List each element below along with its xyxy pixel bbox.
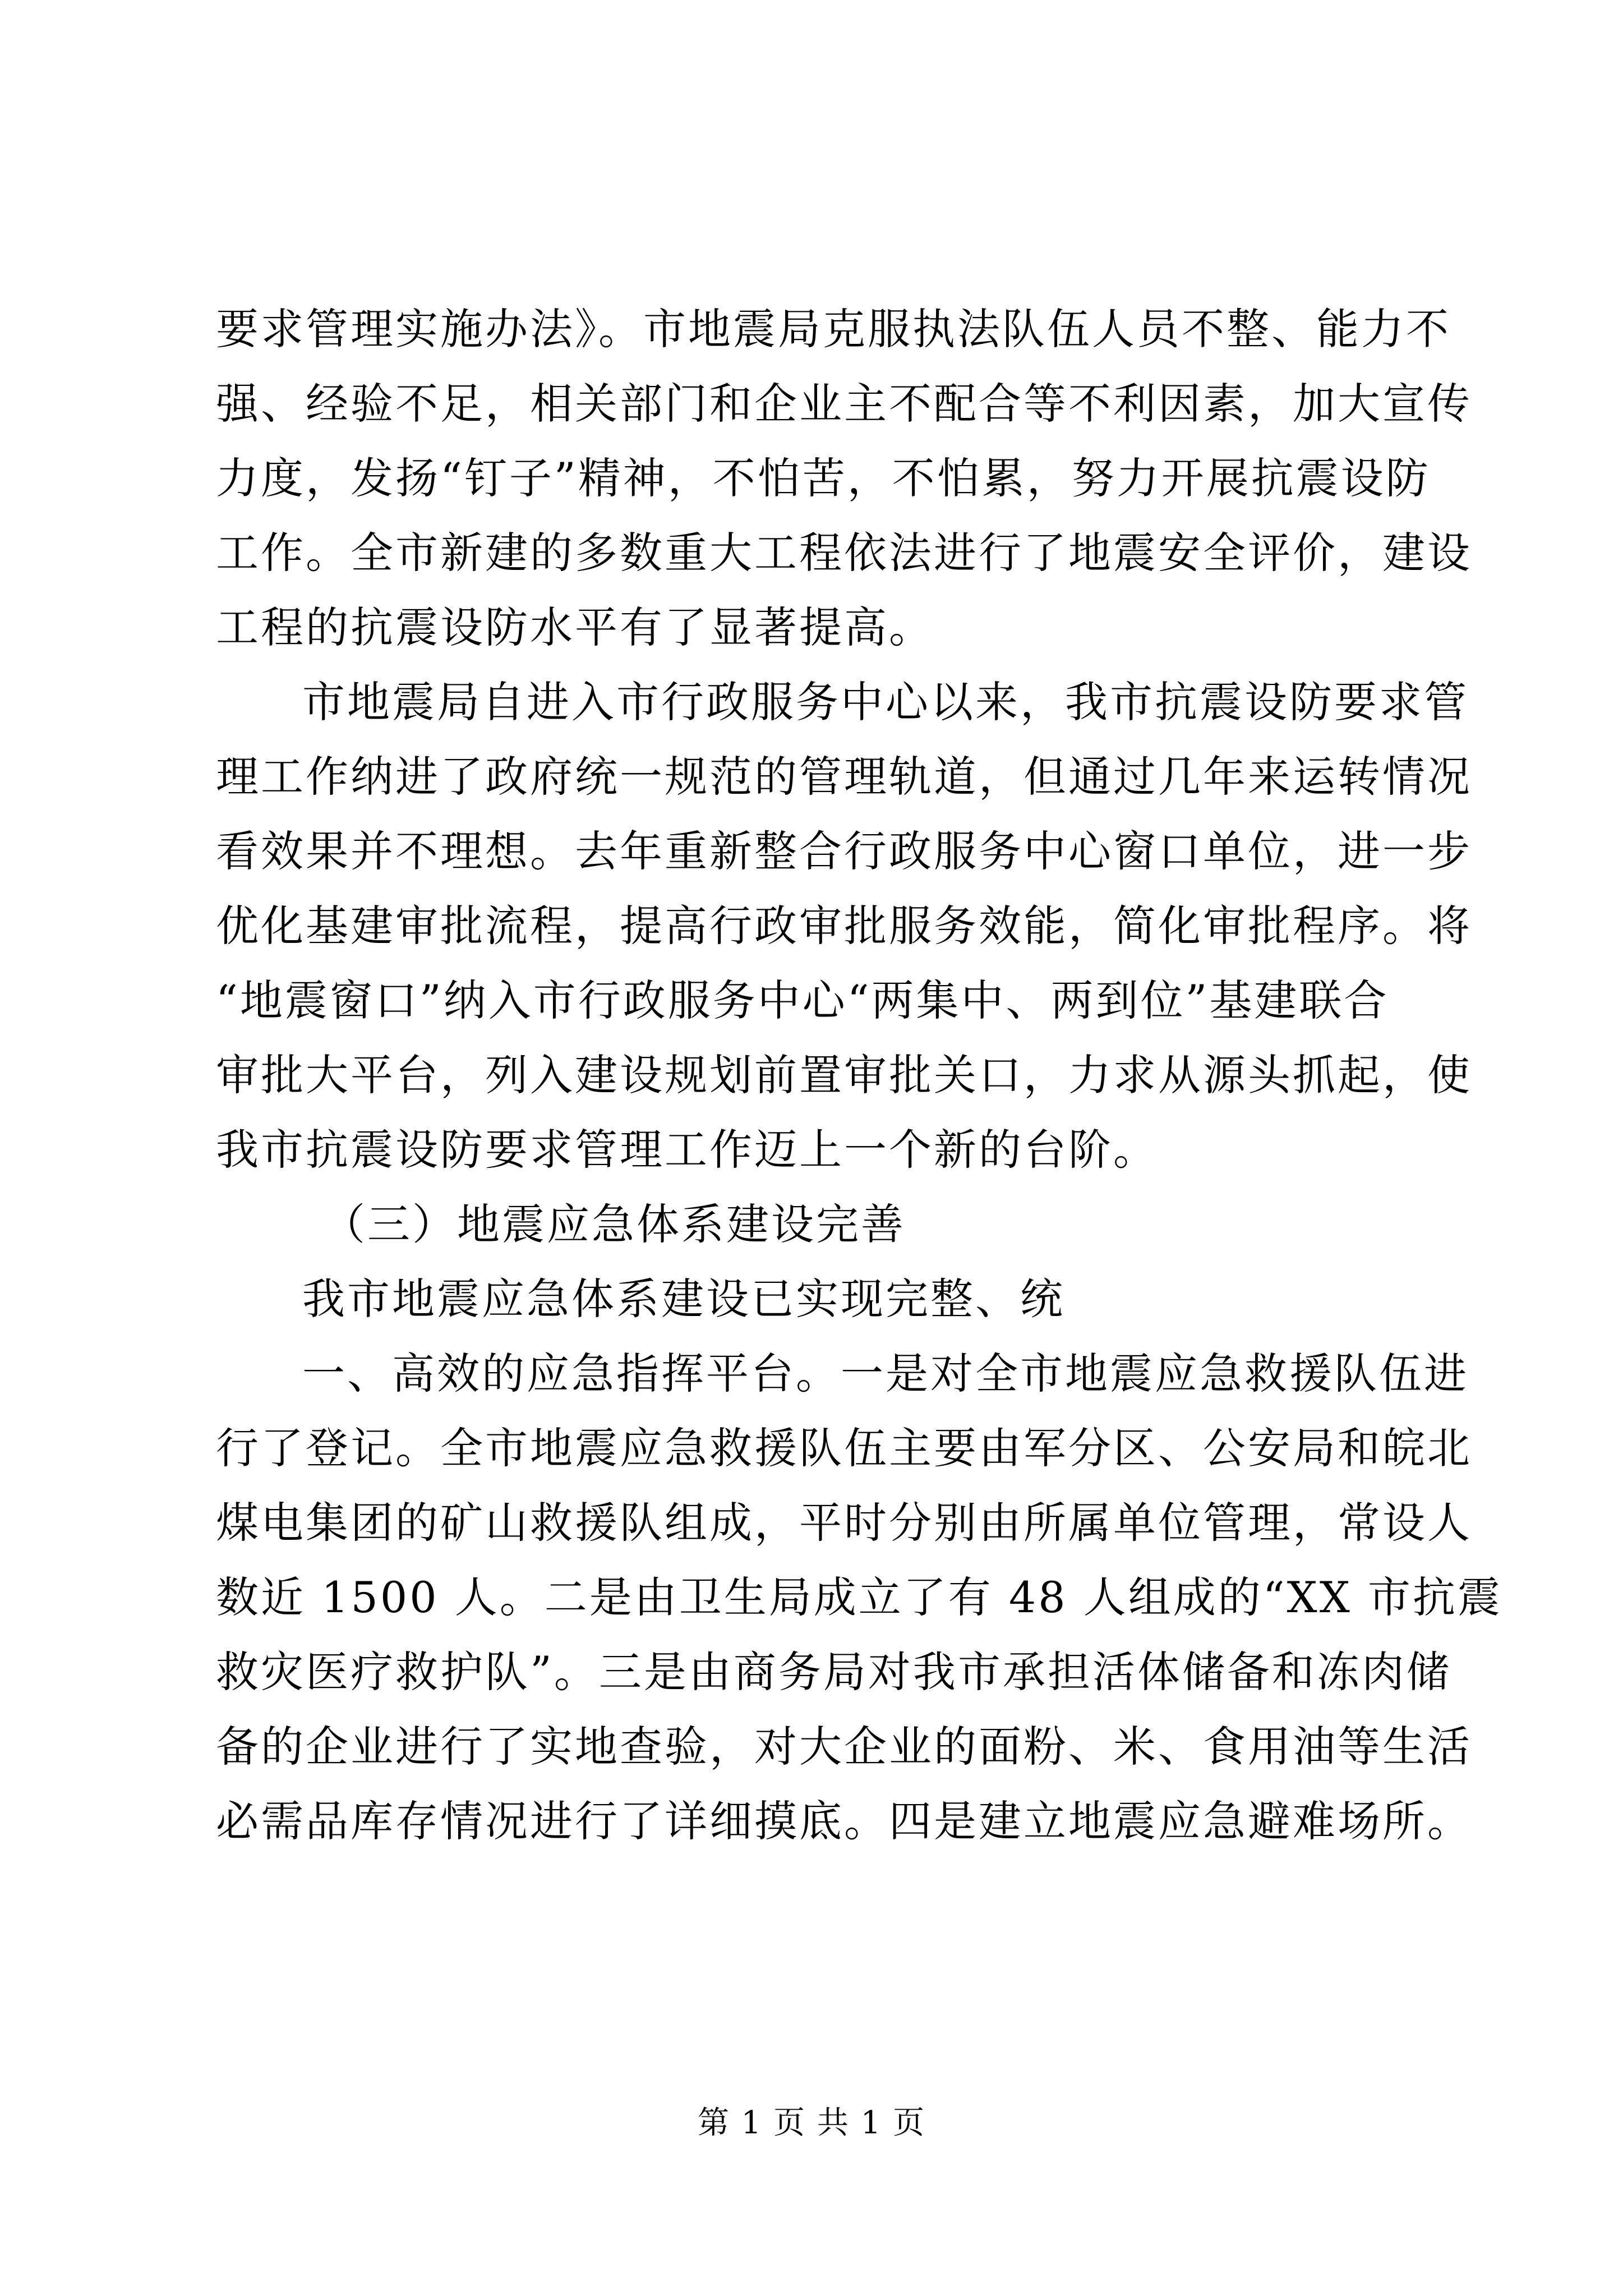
- text-line: 我市抗震设防要求管理工作迈上一个新的台阶。: [216, 1125, 1158, 1175]
- text-line: “地震窗口”纳入市行政服务中心“两集中、两到位”基建联合: [216, 976, 1389, 1025]
- text-line: 优化基建审批流程，提高行政审批服务效能，简化审批程序。将: [216, 901, 1472, 951]
- paragraph-start-line: 市地震局自进入市行政服务中心以来，我市抗震设防要求管: [302, 677, 1469, 727]
- text-line: 工程的抗震设防水平有了显著提高。: [216, 602, 934, 652]
- text-line: 数近 1500 人。二是由卫生局成立了有 48 人组成的“XX 市抗震: [216, 1572, 1502, 1622]
- paragraph-start-line: 一、高效的应急指挥平台。一是对全市地震应急救援队伍进: [302, 1349, 1469, 1398]
- text-line: 必需品库存情况进行了详细摸底。四是建立地震应急避难场所。: [216, 1796, 1472, 1846]
- text-line: 强、经验不足，相关部门和企业主不配合等不利因素，加大宣传: [216, 379, 1472, 429]
- section-heading: （三）地震应急体系建设完善: [322, 1199, 906, 1249]
- text-line: 煤电集团的矿山救援队组成，平时分别由所属单位管理，常设人: [216, 1498, 1472, 1548]
- document-body: [216, 292, 1502, 1858]
- text-line: 理工作纳进了政府统一规范的管理轨道，但通过几年来运转情况: [216, 752, 1472, 802]
- text-line: 救灾医疗救护队”。三是由商务局对我市承担活体储备和冻肉储: [216, 1647, 1451, 1697]
- page-number-footer: 第 1 页 共 1 页: [697, 2105, 926, 2141]
- paragraph-start-line: 我市地震应急体系建设已实现完整、统: [302, 1274, 1065, 1324]
- text-line: 看效果并不理想。去年重新整合行政服务中心窗口单位，进一步: [216, 826, 1472, 876]
- text-line: 力度，发扬“钉子”精神，不怕苦，不怕累，努力开展抗震设防: [216, 453, 1431, 503]
- text-line: 行了登记。全市地震应急救援队伍主要由军分区、公安局和皖北: [216, 1423, 1472, 1473]
- text-line: 工作。全市新建的多数重大工程依法进行了地震安全评价，建设: [216, 528, 1472, 578]
- text-line: 审批大平台，列入建设规划前置审批关口，力求从源头抓起，使: [216, 1050, 1472, 1100]
- text-line: 要求管理实施办法》。市地震局克服执法队伍人员不整、能力不: [216, 304, 1451, 354]
- text-line: 备的企业进行了实地查验，对大企业的面粉、米、食用油等生活: [216, 1722, 1472, 1772]
